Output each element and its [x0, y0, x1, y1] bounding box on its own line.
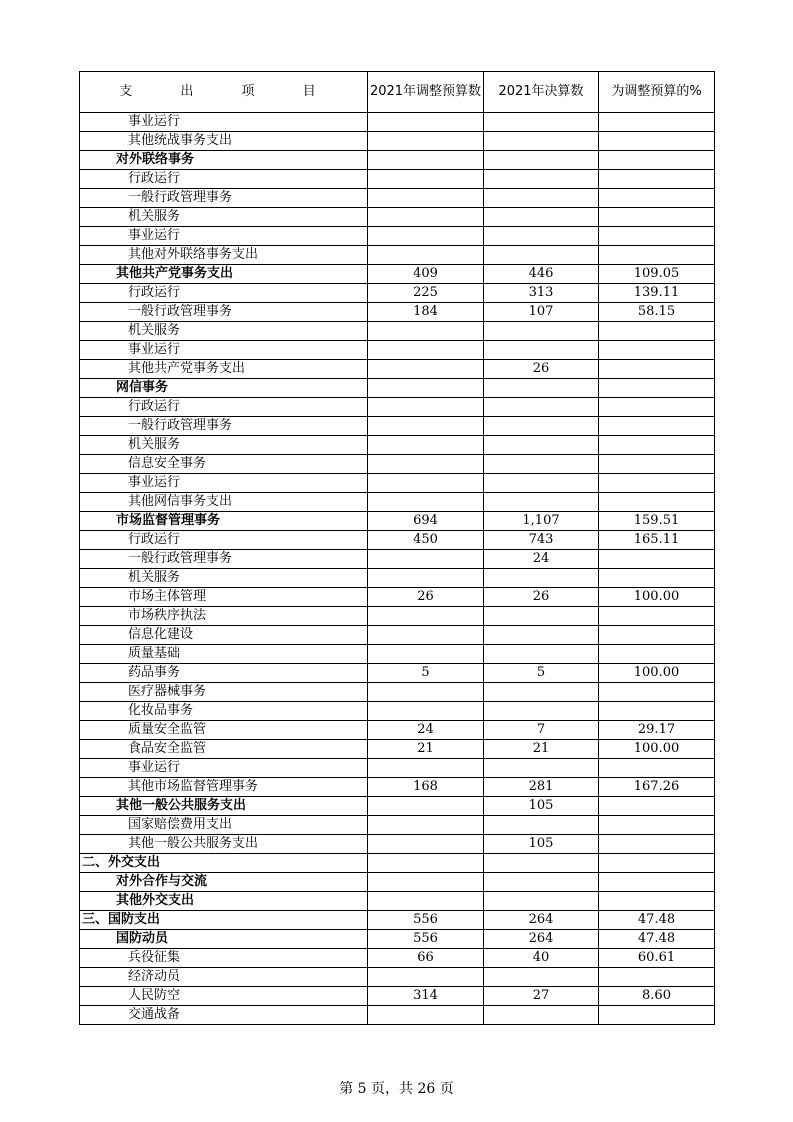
- row-final-cell: [484, 341, 599, 360]
- row-budget-cell: 21: [368, 740, 484, 759]
- row-budget-cell: 556: [368, 930, 484, 949]
- table-row: [80, 987, 715, 1006]
- row-pct-cell: 47.48: [599, 911, 715, 930]
- header-final: 2021年决算数: [484, 72, 599, 113]
- table-row: [80, 740, 715, 759]
- table-row: [80, 132, 715, 151]
- row-pct-cell: [599, 702, 715, 721]
- row-item-cell: 其他共产党事务支出: [80, 360, 368, 379]
- row-budget-cell: [368, 835, 484, 854]
- row-final-cell: [484, 702, 599, 721]
- row-budget-cell: [368, 398, 484, 417]
- table-row: [80, 968, 715, 987]
- row-item-cell: 行政运行: [80, 170, 368, 189]
- row-final-cell: [484, 151, 599, 170]
- row-pct-cell: [599, 797, 715, 816]
- row-pct-cell: [599, 683, 715, 702]
- row-item-cell: 其他对外联络事务支出: [80, 246, 368, 265]
- row-pct-cell: 100.00: [599, 664, 715, 683]
- row-final-cell: [484, 417, 599, 436]
- row-pct-cell: [599, 360, 715, 379]
- table-row: [80, 170, 715, 189]
- row-pct-cell: [599, 322, 715, 341]
- row-final-cell: [484, 968, 599, 987]
- row-budget-cell: [368, 569, 484, 588]
- row-pct-cell: [599, 151, 715, 170]
- table-row: [80, 531, 715, 550]
- row-item-cell: 二、外交支出: [80, 854, 368, 873]
- row-budget-cell: [368, 360, 484, 379]
- row-item-cell: 网信事务: [80, 379, 368, 398]
- table-row: [80, 721, 715, 740]
- table-row: [80, 398, 715, 417]
- table-row: [80, 417, 715, 436]
- row-item-cell: 一般行政管理事务: [80, 417, 368, 436]
- row-budget-cell: [368, 151, 484, 170]
- row-pct-cell: 29.17: [599, 721, 715, 740]
- row-pct-cell: 100.00: [599, 588, 715, 607]
- row-budget-cell: 450: [368, 531, 484, 550]
- row-final-cell: 26: [484, 588, 599, 607]
- table-row: [80, 284, 715, 303]
- row-pct-cell: [599, 835, 715, 854]
- row-final-cell: [484, 189, 599, 208]
- row-pct-cell: [599, 341, 715, 360]
- row-pct-cell: [599, 968, 715, 987]
- row-item-cell: 机关服务: [80, 322, 368, 341]
- row-item-cell: 质量安全监管: [80, 721, 368, 740]
- row-pct-cell: [599, 607, 715, 626]
- row-final-cell: 5: [484, 664, 599, 683]
- row-budget-cell: [368, 759, 484, 778]
- table-row: [80, 246, 715, 265]
- row-final-cell: 26: [484, 360, 599, 379]
- table-row: [80, 341, 715, 360]
- row-pct-cell: [599, 626, 715, 645]
- table-row: [80, 1006, 715, 1025]
- row-item-cell: 行政运行: [80, 531, 368, 550]
- row-budget-cell: [368, 607, 484, 626]
- row-pct-cell: [599, 645, 715, 664]
- row-final-cell: 40: [484, 949, 599, 968]
- row-final-cell: [484, 113, 599, 132]
- row-pct-cell: 100.00: [599, 740, 715, 759]
- row-item-cell: 对外联络事务: [80, 151, 368, 170]
- table-row: [80, 227, 715, 246]
- row-budget-cell: [368, 493, 484, 512]
- row-budget-cell: [368, 227, 484, 246]
- row-final-cell: [484, 474, 599, 493]
- row-final-cell: [484, 170, 599, 189]
- row-budget-cell: [368, 379, 484, 398]
- row-budget-cell: [368, 417, 484, 436]
- row-pct-cell: [599, 474, 715, 493]
- row-pct-cell: 159.51: [599, 512, 715, 531]
- table-row: [80, 664, 715, 683]
- row-final-cell: [484, 455, 599, 474]
- table-row: [80, 322, 715, 341]
- table-row: [80, 949, 715, 968]
- row-pct-cell: [599, 892, 715, 911]
- row-item-cell: 机关服务: [80, 208, 368, 227]
- row-budget-cell: [368, 474, 484, 493]
- row-item-cell: 交通战备: [80, 1006, 368, 1025]
- row-budget-cell: 26: [368, 588, 484, 607]
- row-budget-cell: [368, 968, 484, 987]
- row-item-cell: 行政运行: [80, 284, 368, 303]
- row-final-cell: 1,107: [484, 512, 599, 531]
- row-item-cell: 一般行政管理事务: [80, 189, 368, 208]
- row-final-cell: 27: [484, 987, 599, 1006]
- row-final-cell: [484, 759, 599, 778]
- row-pct-cell: 165.11: [599, 531, 715, 550]
- row-budget-cell: 314: [368, 987, 484, 1006]
- table-row: [80, 151, 715, 170]
- row-item-cell: 其他一般公共服务支出: [80, 797, 368, 816]
- table-row: [80, 113, 715, 132]
- row-pct-cell: [599, 759, 715, 778]
- row-item-cell: 一般行政管理事务: [80, 550, 368, 569]
- row-pct-cell: 60.61: [599, 949, 715, 968]
- row-final-cell: [484, 227, 599, 246]
- row-final-cell: [484, 436, 599, 455]
- row-budget-cell: 24: [368, 721, 484, 740]
- row-item-cell: 信息安全事务: [80, 455, 368, 474]
- row-final-cell: [484, 873, 599, 892]
- row-item-cell: 人民防空: [80, 987, 368, 1006]
- row-pct-cell: 8.60: [599, 987, 715, 1006]
- row-item-cell: 其他网信事务支出: [80, 493, 368, 512]
- row-final-cell: 264: [484, 930, 599, 949]
- row-pct-cell: [599, 113, 715, 132]
- row-pct-cell: 167.26: [599, 778, 715, 797]
- row-pct-cell: [599, 816, 715, 835]
- row-item-cell: 医疗器械事务: [80, 683, 368, 702]
- row-item-cell: 三、国防支出: [80, 911, 368, 930]
- row-item-cell: 兵役征集: [80, 949, 368, 968]
- table-row: [80, 379, 715, 398]
- table-row: [80, 550, 715, 569]
- table-row: [80, 588, 715, 607]
- header-pct: 为调整预算的%: [599, 72, 715, 113]
- row-pct-cell: 47.48: [599, 930, 715, 949]
- row-pct-cell: [599, 569, 715, 588]
- table-row: [80, 759, 715, 778]
- row-budget-cell: 66: [368, 949, 484, 968]
- row-final-cell: [484, 322, 599, 341]
- row-final-cell: [484, 132, 599, 151]
- row-item-cell: 对外合作与交流: [80, 873, 368, 892]
- row-final-cell: [484, 398, 599, 417]
- row-item-cell: 事业运行: [80, 474, 368, 493]
- row-item-cell: 国家赔偿费用支出: [80, 816, 368, 835]
- row-final-cell: [484, 493, 599, 512]
- row-budget-cell: [368, 170, 484, 189]
- row-pct-cell: [599, 436, 715, 455]
- row-item-cell: 事业运行: [80, 341, 368, 360]
- row-budget-cell: [368, 550, 484, 569]
- row-budget-cell: [368, 113, 484, 132]
- row-pct-cell: [599, 550, 715, 569]
- table-row: [80, 474, 715, 493]
- row-budget-cell: [368, 246, 484, 265]
- table-row: [80, 702, 715, 721]
- row-budget-cell: [368, 702, 484, 721]
- row-budget-cell: [368, 683, 484, 702]
- table-row: [80, 303, 715, 322]
- table-row: [80, 645, 715, 664]
- row-pct-cell: [599, 1006, 715, 1025]
- row-pct-cell: 109.05: [599, 265, 715, 284]
- table-row: [80, 512, 715, 531]
- row-final-cell: [484, 246, 599, 265]
- table-row: [80, 626, 715, 645]
- row-budget-cell: [368, 436, 484, 455]
- table-row: [80, 797, 715, 816]
- row-item-cell: 其他一般公共服务支出: [80, 835, 368, 854]
- row-item-cell: 市场主体管理: [80, 588, 368, 607]
- row-final-cell: [484, 569, 599, 588]
- row-item-cell: 质量基础: [80, 645, 368, 664]
- row-item-cell: 经济动员: [80, 968, 368, 987]
- row-final-cell: 105: [484, 835, 599, 854]
- row-item-cell: 其他市场监督管理事务: [80, 778, 368, 797]
- row-final-cell: [484, 816, 599, 835]
- row-pct-cell: 139.11: [599, 284, 715, 303]
- row-item-cell: 机关服务: [80, 569, 368, 588]
- row-budget-cell: [368, 797, 484, 816]
- table-row: [80, 436, 715, 455]
- row-final-cell: 107: [484, 303, 599, 322]
- row-budget-cell: [368, 189, 484, 208]
- table-row: [80, 360, 715, 379]
- row-budget-cell: [368, 626, 484, 645]
- row-pct-cell: [599, 455, 715, 474]
- row-pct-cell: [599, 379, 715, 398]
- table-row: [80, 854, 715, 873]
- row-final-cell: 281: [484, 778, 599, 797]
- row-final-cell: [484, 1006, 599, 1025]
- row-budget-cell: [368, 854, 484, 873]
- row-final-cell: 105: [484, 797, 599, 816]
- row-final-cell: 7: [484, 721, 599, 740]
- row-budget-cell: 168: [368, 778, 484, 797]
- row-item-cell: 市场秩序执法: [80, 607, 368, 626]
- table-row: [80, 265, 715, 284]
- row-budget-cell: 184: [368, 303, 484, 322]
- row-item-cell: 事业运行: [80, 759, 368, 778]
- row-pct-cell: [599, 170, 715, 189]
- row-budget-cell: [368, 873, 484, 892]
- table-row: [80, 683, 715, 702]
- row-budget-cell: [368, 645, 484, 664]
- row-final-cell: [484, 379, 599, 398]
- table-row: [80, 455, 715, 474]
- row-item-cell: 信息化建设: [80, 626, 368, 645]
- row-item-cell: 药品事务: [80, 664, 368, 683]
- table-row: [80, 930, 715, 949]
- row-final-cell: [484, 683, 599, 702]
- row-budget-cell: [368, 322, 484, 341]
- row-final-cell: 743: [484, 531, 599, 550]
- row-pct-cell: [599, 246, 715, 265]
- row-final-cell: [484, 645, 599, 664]
- row-pct-cell: [599, 398, 715, 417]
- row-budget-cell: 225: [368, 284, 484, 303]
- row-budget-cell: [368, 816, 484, 835]
- row-final-cell: 446: [484, 265, 599, 284]
- row-item-cell: 其他共产党事务支出: [80, 265, 368, 284]
- table-row: [80, 569, 715, 588]
- row-item-cell: 机关服务: [80, 436, 368, 455]
- table-row: [80, 607, 715, 626]
- table-row: [80, 911, 715, 930]
- row-budget-cell: 409: [368, 265, 484, 284]
- row-pct-cell: [599, 227, 715, 246]
- row-item-cell: 其他外交支出: [80, 892, 368, 911]
- row-item-cell: 其他统战事务支出: [80, 132, 368, 151]
- table-row: [80, 778, 715, 797]
- expenditure-table: [79, 71, 715, 1025]
- row-final-cell: 264: [484, 911, 599, 930]
- row-item-cell: 事业运行: [80, 113, 368, 132]
- row-item-cell: 国防动员: [80, 930, 368, 949]
- row-final-cell: [484, 854, 599, 873]
- row-pct-cell: [599, 208, 715, 227]
- row-budget-cell: [368, 455, 484, 474]
- row-budget-cell: [368, 892, 484, 911]
- table-body: [80, 113, 715, 1025]
- row-final-cell: [484, 208, 599, 227]
- row-pct-cell: [599, 417, 715, 436]
- table-row: [80, 493, 715, 512]
- table-row: [80, 208, 715, 227]
- row-pct-cell: [599, 189, 715, 208]
- table-row: [80, 816, 715, 835]
- row-budget-cell: 5: [368, 664, 484, 683]
- row-final-cell: [484, 607, 599, 626]
- header-item: 支 出 项 目: [80, 72, 368, 113]
- row-item-cell: 事业运行: [80, 227, 368, 246]
- row-final-cell: [484, 892, 599, 911]
- row-pct-cell: 58.15: [599, 303, 715, 322]
- row-item-cell: 一般行政管理事务: [80, 303, 368, 322]
- row-final-cell: [484, 626, 599, 645]
- row-budget-cell: 694: [368, 512, 484, 531]
- table-row: [80, 835, 715, 854]
- header-budget: 2021年调整预算数: [368, 72, 484, 113]
- row-final-cell: 21: [484, 740, 599, 759]
- row-pct-cell: [599, 854, 715, 873]
- row-budget-cell: [368, 132, 484, 151]
- page-footer: 第 5 页，共 26 页: [339, 1081, 454, 1097]
- row-budget-cell: [368, 208, 484, 227]
- row-pct-cell: [599, 493, 715, 512]
- row-budget-cell: [368, 1006, 484, 1025]
- row-final-cell: 313: [484, 284, 599, 303]
- row-pct-cell: [599, 873, 715, 892]
- table-row: [80, 873, 715, 892]
- row-budget-cell: [368, 341, 484, 360]
- table-row: [80, 189, 715, 208]
- row-item-cell: 行政运行: [80, 398, 368, 417]
- row-pct-cell: [599, 132, 715, 151]
- row-item-cell: 化妆品事务: [80, 702, 368, 721]
- table-row: [80, 892, 715, 911]
- row-item-cell: 食品安全监管: [80, 740, 368, 759]
- row-budget-cell: 556: [368, 911, 484, 930]
- row-item-cell: 市场监督管理事务: [80, 512, 368, 531]
- row-final-cell: 24: [484, 550, 599, 569]
- header-row: [80, 72, 715, 113]
